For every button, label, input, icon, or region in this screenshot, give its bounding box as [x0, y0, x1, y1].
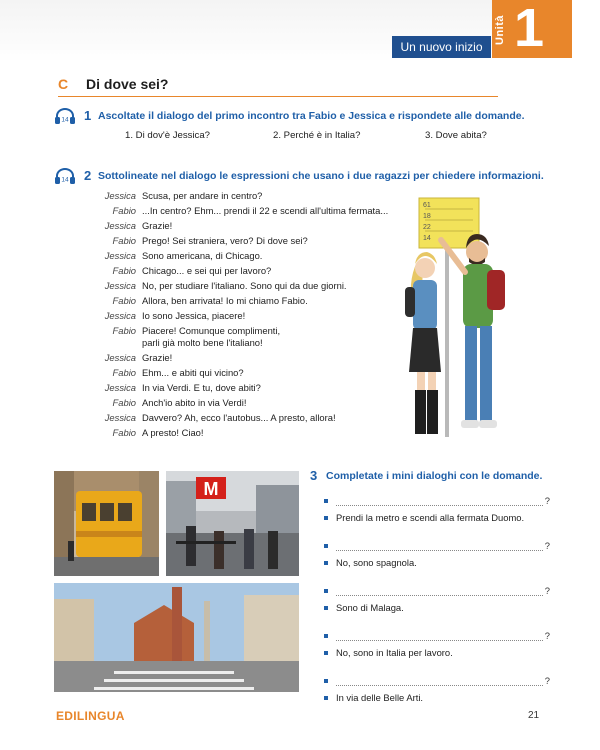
- unit-number: 1: [514, 0, 545, 58]
- question-mark: ?: [544, 675, 550, 686]
- answer-text: Sono di Malaga.: [336, 602, 404, 613]
- exercise-2-number: 2: [84, 168, 92, 183]
- question-blank[interactable]: [320, 629, 550, 641]
- speaker: Fabio: [112, 265, 136, 276]
- piazza-photo: [54, 583, 299, 692]
- question-mark: ?: [544, 585, 550, 596]
- dialogue-line: [80, 397, 400, 409]
- dialogue-line: [80, 235, 400, 247]
- mini-dialogues: [320, 494, 550, 703]
- bullet: [324, 561, 328, 565]
- dialogue-line: [80, 337, 400, 349]
- speaker: [80, 337, 142, 349]
- exercise-1-instruction: Ascoltate il dialogo del primo incontro tra Fabio e Jessica e rispondete alle domande.: [98, 110, 525, 122]
- dialogue-line: [80, 220, 400, 232]
- answer-text: In via delle Belle Arti.: [336, 692, 424, 703]
- bullet: [324, 696, 328, 700]
- blank-line[interactable]: [336, 677, 543, 686]
- dialogue-line: [80, 265, 400, 277]
- blank-line[interactable]: [336, 497, 543, 506]
- question-blank[interactable]: [320, 674, 550, 686]
- speaker: Jessica: [104, 352, 136, 364]
- bullet: [324, 634, 328, 638]
- dialogue-line: [80, 205, 400, 217]
- question-blank[interactable]: [320, 584, 550, 596]
- line-text: Allora, ben arrivata! Io mi chiamo Fabio.: [142, 295, 308, 306]
- sign-line: 61: [423, 202, 431, 209]
- answer-text: No, sono in Italia per lavoro.: [336, 647, 453, 658]
- section-letter: C: [58, 76, 69, 92]
- question-2: 2. Perché è in Italia?: [273, 130, 361, 141]
- answer: [320, 557, 550, 568]
- bullet: [324, 544, 328, 548]
- bullet: [324, 679, 328, 683]
- line-text: Davvero? Ah, ecco l'autobus... A presto, allora!: [142, 412, 336, 424]
- dialogue-line: [80, 190, 400, 202]
- question-3: 3. Dove abita?: [425, 130, 487, 141]
- dialogue-line: [80, 412, 400, 424]
- exercise-2-instruction: Sottolineate nel dialogo le espressioni che usano i due ragazzi per chiedere informazioni.: [98, 170, 544, 182]
- speaker: Fabio: [112, 205, 136, 216]
- line-text: Grazie!: [142, 352, 173, 364]
- unit-title-tab: Un nuovo inizio: [392, 36, 491, 58]
- sign-line: 14: [423, 235, 431, 242]
- metro-photo: [166, 471, 299, 576]
- speaker: Fabio: [112, 427, 136, 439]
- speaker: Jessica: [104, 250, 136, 261]
- line-text: Piacere! Comunque complimenti,: [142, 325, 281, 336]
- unit-word: Unità: [494, 15, 506, 45]
- question-1: 1. Di dov'è Jessica?: [125, 130, 211, 141]
- answer: [320, 602, 550, 613]
- sign-line: 18: [423, 213, 431, 220]
- sign-line: 22: [423, 224, 431, 231]
- line-text: Sono americana, di Chicago.: [142, 250, 263, 261]
- bullet: [324, 499, 328, 503]
- track-number: 14: [61, 116, 69, 124]
- bullet: [324, 606, 328, 610]
- exercise-3-number: 3: [310, 468, 318, 483]
- blank-line[interactable]: [336, 587, 543, 596]
- speaker: Fabio: [112, 367, 136, 379]
- line-text: Chicago... e sei qui per lavoro?: [142, 265, 272, 276]
- speaker: Fabio: [112, 325, 136, 336]
- line-text: Anch'io abito in via Verdi!: [142, 397, 247, 409]
- dialogue-line: [80, 367, 400, 379]
- exercise-3-instruction: Completate i mini dialoghi con le domande.: [326, 470, 543, 482]
- speaker: Jessica: [104, 280, 136, 291]
- dialogue-line: [80, 295, 400, 307]
- answer: [320, 512, 550, 523]
- bullet: [324, 589, 328, 593]
- metro-sign: M: [203, 479, 219, 499]
- blank-line[interactable]: [336, 632, 543, 641]
- section-title: Di dove sei?: [86, 76, 169, 92]
- bullet: [324, 651, 328, 655]
- question-blank[interactable]: [320, 539, 550, 551]
- dialogue-line: [80, 280, 400, 292]
- line-text: In via Verdi. E tu, dove abiti?: [142, 382, 261, 394]
- line-text: parli già molto bene l'italiano!: [142, 337, 263, 349]
- speaker: Fabio: [112, 295, 136, 306]
- track-number: 14: [61, 176, 69, 184]
- answer: [320, 692, 550, 703]
- headphones-icon: [54, 167, 76, 185]
- speaker: Fabio: [112, 235, 136, 246]
- dialogue-line: [80, 250, 400, 262]
- line-text: Scusa, per andare in centro?: [142, 190, 263, 201]
- line-text: A presto! Ciao!: [142, 427, 204, 439]
- dialogue-line: [80, 427, 400, 439]
- line-text: Prego! Sei straniera, vero? Di dove sei?: [142, 235, 308, 246]
- bus-stop-illustration: [395, 192, 535, 444]
- dialogue-line: [80, 382, 400, 394]
- dialogue-line: [80, 310, 400, 322]
- tram-photo: [54, 471, 159, 576]
- speaker: Jessica: [104, 190, 136, 201]
- exercise-1-number: 1: [84, 108, 92, 123]
- section-rule: [58, 96, 498, 97]
- speaker: Jessica: [104, 220, 136, 231]
- line-text: Grazie!: [142, 220, 173, 231]
- line-text: ...In centro? Ehm... prendi il 22 e scendi all'ultima fermata...: [142, 205, 389, 216]
- line-text: No, per studiare l'italiano. Sono qui da due giorni.: [142, 280, 347, 291]
- answer: [320, 647, 550, 658]
- speaker: Jessica: [104, 382, 136, 394]
- question-mark: ?: [544, 495, 550, 506]
- page-number: 21: [528, 710, 540, 721]
- question-mark: ?: [544, 540, 550, 551]
- headphones-icon: [54, 107, 76, 125]
- speaker: Jessica: [104, 412, 136, 424]
- bullet: [324, 516, 328, 520]
- question-blank[interactable]: [320, 494, 550, 506]
- dialogue: [80, 190, 400, 442]
- blank-line[interactable]: [336, 542, 543, 551]
- dialogue-line: [80, 352, 400, 364]
- answer-text: Prendi la metro e scendi alla fermata Duomo.: [336, 512, 525, 523]
- speaker: Jessica: [104, 310, 136, 321]
- dialogue-line: [80, 325, 400, 337]
- line-text: Ehm... e abiti qui vicino?: [142, 367, 244, 379]
- line-text: Io sono Jessica, piacere!: [142, 310, 246, 321]
- publisher-logo: EDILINGUA: [56, 709, 125, 723]
- speaker: Fabio: [112, 397, 136, 409]
- question-mark: ?: [544, 630, 550, 641]
- answer-text: No, sono spagnola.: [336, 557, 417, 568]
